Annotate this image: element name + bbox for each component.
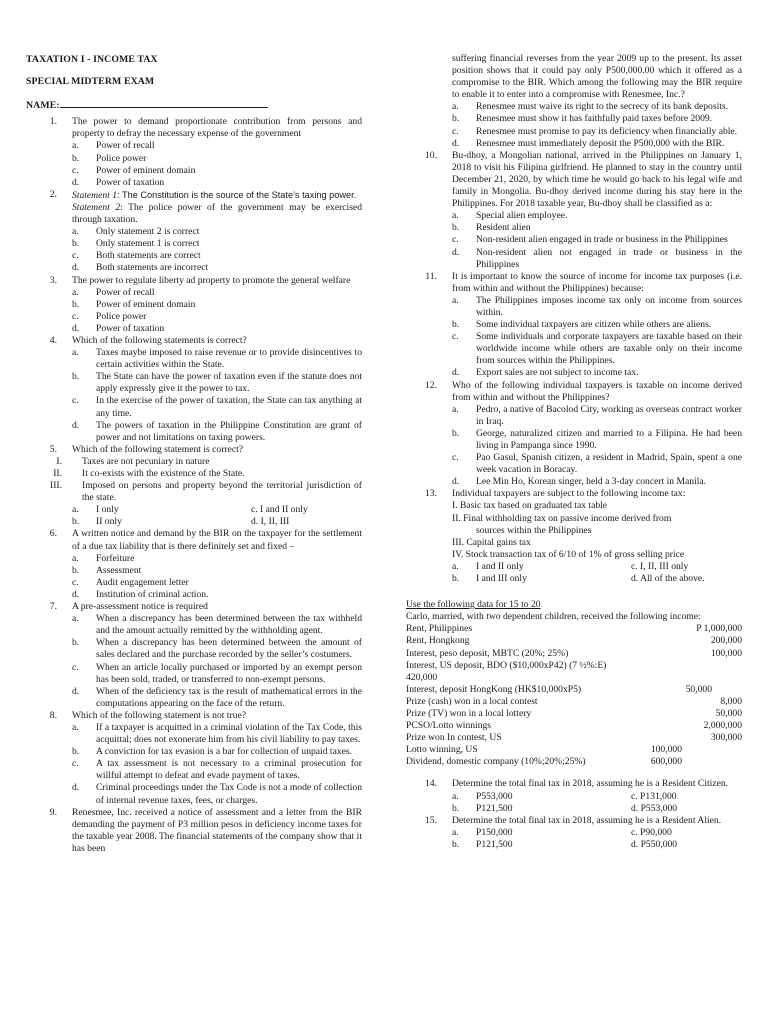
option[interactable]: c. Non-resident alien engaged in trade or business in the Philippines (452, 234, 728, 246)
option[interactable]: d. Power of taxation (72, 176, 165, 188)
option-row[interactable]: b. II only d. I, II, III (72, 516, 290, 528)
option[interactable]: a. Forfeiture (72, 552, 135, 564)
option[interactable]: c. Pao Gasul, Spanish citizen, a resident in Madrid, Spain, spent a one week vacation in Boracay. (452, 452, 742, 476)
data-row: Lotto winning, US 100,000 (406, 744, 682, 756)
question-5: 5. Which of the following statement is correct? I. Taxes are not pecuniary in nature II. It co-exists with the existence of the State. III. Imposed on persons and property beyond the territorial jurisdiction of the state. a. I only c. I and II only b. II only d. I, II, III (26, 444, 362, 529)
question-1: 1. The power to demand proportionate contribution from persons and property to defray the necessary expense of the government a. Power of recall b. Police power c. Power of eminent domain d. Power of taxation (26, 116, 362, 189)
option[interactable]: d. Both statements are incorrect (72, 262, 209, 274)
option-row[interactable]: b. P121,500 d. P550,000 (452, 838, 678, 850)
option-row[interactable]: a. I only c. I and II only (72, 504, 308, 516)
option[interactable]: a. Power of recall (72, 140, 155, 152)
data-row: Rent, Hongkong 200,000 (406, 635, 742, 647)
data-row: Prize (cash) won in a local contest 8,000 (406, 695, 742, 707)
data-row: PCSO/Lotto winnings 2,000,000 (406, 720, 742, 732)
question-14: 14. Determine the total final tax in 2018, assuming he is a Resident Citizen. a. P553,000 c. P131,000 b. P121,500 d. P553,000 (406, 778, 742, 814)
data-row: 420,000 (406, 671, 438, 683)
option[interactable]: a. When a discrepancy has been determined between the tax withheld and the amount actually remitted by the withholding agent. (72, 613, 362, 637)
option[interactable]: b. A conviction for tax evasion is a bar for collection of unpaid taxes. (72, 746, 353, 758)
option[interactable]: d. Export sales are not subject to income tax. (452, 367, 639, 379)
question-2: 2. Statement 1: The Constitution is the source of the State’s taxing power. Statement 2: The police power of the government may be exercised through taxation. a. Only statement 2 is correct b. Only statement 1 is correct c. Both statements are correct d. Both statements are incorrect (26, 189, 362, 275)
data-intro: Carlo, married, with two dependent children, received the following income: (406, 611, 701, 623)
data-row: Prize won In contest, US 300,000 (406, 732, 742, 744)
right-column (406, 0, 742, 851)
left-column (26, 0, 362, 855)
question-9: 9. Renesmee, Inc. received a notice of assessment and a letter from the BIR demanding the payment of P3 million pesos in deficiency income taxes for the taxable year 2008. The financial statements of the company show that it has been (49, 806, 362, 854)
option[interactable]: c. A tax assessment is not necessary to a criminal prosecution for willful attempt to defeat and evade payment of taxes. (72, 758, 362, 782)
option[interactable]: d. Non-resident alien not engaged in trade or business in the Philippines (452, 246, 742, 270)
option[interactable]: c. When an article locally purchased or imported by an exempt person has been sold, traded, or transferred to non-exempt persons. (72, 661, 362, 685)
option[interactable]: c. In the exercise of the power of taxation, the State can tax anything at any time. (72, 395, 362, 419)
option[interactable]: c. Police power (72, 310, 147, 322)
question-6: 6. A written notice and demand by the BIR on the taxpayer for the settlement of a due tax liability that is there definitely set and fixed – a. Forfeiture b. Assessment c. Audit engagement letter d. Institution of criminal action. (26, 528, 362, 601)
question-8: 8. Which of the following statement is not true? a. If a taxpayer is acquitted in a criminal violation of the Tax Code, this acquittal; does not exonerate him from his civil liability to pay taxes. b. A conviction for tax evasion is a bar for collection of unpaid taxes. c. A tax assessment is not necessary to a criminal prosecution for willful attempt to defeat and evade payment of taxes. d. Criminal proceedings under the Tax Code is not a mode of collection of internal revenue taxes, fees, or charges. (26, 710, 362, 807)
question-text: The power to demand proportionate contribution from persons and property to defray the necessary expense of the government (72, 116, 362, 140)
option-row[interactable]: a. P553,000 c. P131,000 (452, 790, 677, 802)
name-input[interactable] (60, 98, 268, 108)
option[interactable]: b. Some individual taxpayers are citizen while others are aliens. (452, 319, 712, 331)
data-row: Prize (TV) won in a local lottery 50,000 (406, 707, 742, 719)
option[interactable]: c. Some individuals and corporate taxpayers are taxable based on their worldwide income while others are taxable only on their income from sources within the Philippines. (452, 331, 742, 367)
data-block (406, 599, 742, 768)
option[interactable]: b. Renesmee must show it has faithfully paid taxes before 2009. (452, 113, 713, 125)
option[interactable]: a. Only statement 2 is correct (72, 226, 200, 238)
option[interactable]: d. Renesmee must immediately deposit the P500,000 with the BIR. (452, 137, 725, 149)
option[interactable]: d. Criminal proceedings under the Tax Code is not a mode of collection of internal revenue taxes, fees, or charges. (72, 782, 362, 806)
option[interactable]: a. Special alien employee. (452, 210, 568, 222)
data-row: Interest, deposit HongKong (HK$10,000xP5) 50,000 (406, 683, 712, 695)
option[interactable]: d. Power of taxation (72, 322, 165, 334)
question-15: 15. Determine the total final tax in 2018, assuming he is a Resident Alien. a. P150,000 c. P90,000 b. P121,500 d. P550,000 (406, 815, 742, 851)
option-row[interactable]: a. I and II only c. I, II, III only (452, 560, 689, 572)
data-row: Rent, Philippines P 1,000,000 (406, 623, 742, 635)
option[interactable]: c. Audit engagement letter (72, 576, 189, 588)
option[interactable]: b. Only statement 1 is correct (72, 238, 200, 250)
option[interactable]: b. When a discrepancy has been determined between the amount of sales declared and the purchase recorded by the seller’s costumers. (72, 637, 362, 661)
option[interactable]: a. Pedro, a native of Bacolod City, working as overseas contract worker in Iraq. (452, 403, 742, 427)
question-4: 4. Which of the following statements is correct? a. Taxes maybe imposed to raise revenue or to provide disincentives to certain activities within the State. b. The State can have the power of taxation even if the statute does not apply expressly give it the power to tax. c. In the exercise of the power of taxation, the State can tax anything at any time. d. The powers of taxation in the Philippine Constitution are grant of power and not limitations on taxing powers. (26, 335, 362, 444)
question-12: 12. Who of the following individual taxpayers is taxable on income derived from within and without the Philippines? a. Pedro, a native of Bacolod City, working as overseas contract worker in Iraq. b. George, naturalized citizen and married to a Filipina. He had been living in Pampanga since 1990. c. Pao Gasul, Spanish citizen, a resident in Madrid, Spain, spent a one week vacation in Boracay. d. Lee Min Ho, Korean singer, held a 3-day concert in Manila. (406, 380, 742, 489)
data-heading: Use the following data for 15 to 20 (406, 599, 541, 611)
option[interactable]: a. If a taxpayer is acquitted in a criminal violation of the Tax Code, this acquittal; does not exonerate him from his civil liability to pay taxes. (72, 721, 362, 746)
question-10: 10. Bu-dhoy, a Mongolian national, arrived in the Philippines on January 1, 2018 to visit his Filipina girlfriend. He planned to stay in the country until December 21, 2020, by which time he would go back to his legal wife and family in Mongolia. Bu-dhoy derived income during his stay here in the Philippines. For 2018 taxable year, Bu-dhoy shall be classified as a: a. Special alien employee. b. Resident alien c. Non-resident alien engaged in trade or business in the Philippines d. Non-resident alien not engaged in trade or business in the Philippines (406, 150, 742, 271)
exam-title: TAXATION I - INCOME TAX (26, 54, 158, 65)
name-line (26, 98, 362, 112)
option[interactable]: c. Renesmee must promise to pay its deficiency when financially able. (452, 125, 738, 137)
option[interactable]: d. The powers of taxation in the Philippine Constitution are grant of power and not limitations on taxing powers. (72, 419, 362, 443)
name-label: NAME: (26, 100, 60, 112)
option[interactable]: d. Institution of criminal action. (72, 588, 209, 600)
question-9-continued: suffering financial reverses from the year 2009 up to the present. Its asset position shows that it could pay only P500,000.00 which it offered as a compromise to the BIR. Which among the following may the BIR require to enable it to enter into a compromise with Renesmee, Inc.? (452, 53, 742, 101)
data-row: Dividend, domestic company (10%;20%;25%) 600,000 (406, 756, 682, 768)
option[interactable]: a. Power of recall (72, 286, 155, 298)
option[interactable]: b. The State can have the power of taxation even if the statute does not apply expressly give it the power to tax. (72, 371, 362, 395)
option-row[interactable]: b. I and III only d. All of the above. (452, 573, 705, 585)
question-3: 3. The power to regulate liberty ad property to promote the general welfare a. Power of recall b. Power of eminent domain c. Police power d. Power of taxation (26, 275, 362, 335)
option[interactable]: c. Power of eminent domain (72, 164, 196, 176)
exam-subtitle: SPECIAL MIDTERM EXAM (26, 76, 155, 88)
option[interactable]: a. The Philippines imposes income tax only on income from sources within. (452, 294, 742, 318)
data-row: Interest, peso deposit, MBTC (20%; 25%) 100,000 (406, 647, 742, 659)
option[interactable]: d. Lee Min Ho, Korean singer, held a 3-day concert in Manila. (452, 476, 707, 488)
option[interactable]: b. Assessment (72, 564, 142, 576)
option[interactable]: a. Taxes maybe imposed to raise revenue or to provide disincentives to certain activities within the State. (72, 347, 362, 371)
option[interactable]: c. Both statements are correct (72, 250, 201, 262)
option[interactable]: b. George, naturalized citizen and married to a Filipina. He had been living in Pampanga since 1990. (452, 427, 742, 451)
option[interactable]: b. Power of eminent domain (72, 298, 196, 310)
option[interactable]: b. Police power (72, 152, 147, 164)
option[interactable]: a. Renesmee must waive its right to the secrecy of its bank deposits. (452, 101, 729, 113)
question-7: 7. A pre-assessment notice is required a. When a discrepancy has been determined between the tax withheld and the amount actually remitted by the withholding agent. b. When a discrepancy has been determined between the amount of sales declared and the purchase recorded by the seller’s costumers. c. When an article locally purchased or imported by an exempt person has been sold, traded, or transferred to non-exempt persons. d. When of the deficiency tax is the result of mathematical errors in the computations appearing on the face of the return. (26, 601, 362, 710)
question-13: 13. Individual taxpayers are subject to the following income tax: I. Basic tax based on graduated tax table II. Final withholding tax on passive income derived from sources within the Philippines III. Capital gains tax IV. Stock transaction tax of 6/10 of 1% of gross selling price a. I and II only c. I, II, III only b. I and III only d. All of the above. (406, 488, 742, 585)
option[interactable]: d. When of the deficiency tax is the result of mathematical errors in the computations appearing on the face of the return. (72, 685, 362, 709)
data-row: Interest, US deposit, BDO ($10,000xP42) (7 ½%:E) (406, 659, 607, 671)
option-row[interactable]: a. P150,000 c. P90,000 (452, 826, 672, 838)
option[interactable]: b. Resident alien (452, 222, 531, 234)
option-row[interactable]: b. P121,500 d. P553,000 (452, 802, 678, 814)
question-11: 11. It is important to know the source of income for income tax purposes (i.e. from within and without the Philippines) because: a. The Philippines imposes income tax only on income from sources within. b. Some individual taxpayers are citizen while others are aliens. c. Some individuals and corporate taxpayers are taxable based on their worldwide income while others are taxable only on their income from sources within the Philippines. d. Export sales are not subject to income tax. (406, 271, 742, 380)
